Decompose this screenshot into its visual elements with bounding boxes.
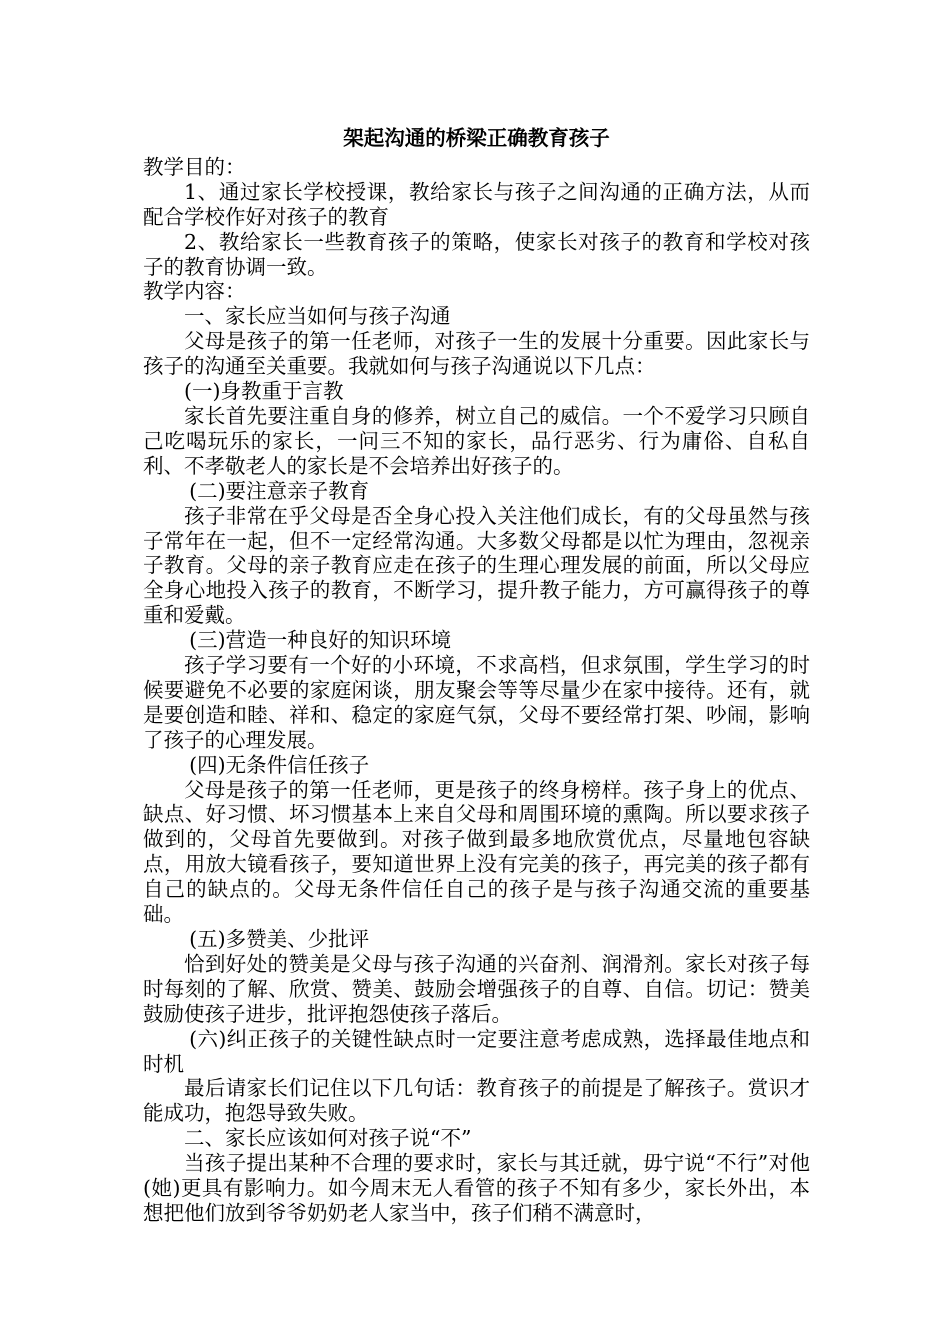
paragraph: 孩子非常在乎父母是否全身心投入关注他们成长，有的父母虽然与孩子常年在一起，但不一定经常沟通。大多数父母都是以忙为理由，忽视亲子教育。父母的亲子教育应走在孩子的生理心理发展的前面，所以父母应全身心地投入孩子的教育，不断学习，提升教子能力，方可赢得孩子的尊重和爱戴。 bbox=[143, 503, 810, 628]
paragraph: (四)无条件信任孩子 bbox=[189, 752, 370, 777]
paragraph: (三)营造一种良好的知识环境 bbox=[189, 628, 452, 653]
paragraph: (六)纠正孩子的关键性缺点时一定要注意考虑成熟，选择最佳地点和时机 bbox=[143, 1026, 810, 1076]
paragraph: 教学内容： bbox=[143, 279, 246, 304]
paragraph: 父母是孩子的第一任老师，更是孩子的终身榜样。孩子身上的优点、缺点、好习惯、坏习惯基本上来自父母和周围环境的熏陶。所以要求孩子做到的，父母首先要做到。对孩子做到最多地欣赏优点，尽量地包容缺点，用放大镜看孩子，要知道世界上没有完美的孩子，再完美的孩子都有自己的缺点的。父母无条件信任自己的孩子是与孩子沟通交流的重要基础。 bbox=[143, 777, 810, 927]
paragraph: (五)多赞美、少批评 bbox=[189, 927, 370, 951]
document-page bbox=[143, 120, 810, 1226]
paragraph: 一、家长应当如何与孩子沟通 bbox=[184, 304, 451, 329]
paragraph: 家长首先要注重自身的修养，树立自己的威信。一个不爱学习只顾自己吃喝玩乐的家长，一问三不知的家长，品行恶劣、行为庸俗、自私自利、不孝敬老人的家长是不会培养出好孩子的。 bbox=[143, 403, 810, 478]
paragraph: 教学目的： bbox=[143, 154, 246, 179]
paragraph: 1、通过家长学校授课，教给家长与孩子之间沟通的正确方法，从而配合学校作好对孩子的教育 bbox=[143, 179, 810, 229]
document-title: 架起沟通的桥梁正确教育孩子 bbox=[343, 126, 610, 150]
paragraph: 最后请家长们记住以下几句话：教育孩子的前提是了解孩子。赏识才能成功，抱怨导致失败。 bbox=[143, 1076, 810, 1126]
paragraph: 父母是孩子的第一任老师，对孩子一生的发展十分重要。因此家长与孩子的沟通至关重要。我就如何与孩子沟通说以下几点： bbox=[143, 329, 810, 379]
paragraph: 孩子学习要有一个好的小环境，不求高档，但求氛围，学生学习的时候要避免不必要的家庭闲谈，朋友聚会等等尽量少在家中接待。还有，就是要创造和睦、祥和、稳定的家庭气氛，父母不要经常打架、吵闹，影响了孩子的心理发展。 bbox=[143, 653, 810, 752]
paragraph: 二、家长应该如何对孩子说“不” bbox=[184, 1126, 472, 1151]
paragraph: 当孩子提出某种不合理的要求时，家长与其迁就，毋宁说“不行”对他(她)更具有影响力。如今周末无人看管的孩子不知有多少，家长外出，本想把他们放到爷爷奶奶老人家当中，孩子们稍不满意时， bbox=[143, 1151, 810, 1225]
paragraph: (二)要注意亲子教育 bbox=[189, 478, 370, 503]
paragraph: (一)身教重于言教 bbox=[184, 379, 344, 404]
paragraph: 恰到好处的赞美是父母与孩子沟通的兴奋剂、润滑剂。家长对孩子每时每刻的了解、欣赏、赞美、鼓励会增强孩子的自尊、自信。切记：赞美鼓励使孩子进步，批评抱怨使孩子落后。 bbox=[143, 951, 810, 1026]
paragraph: 2、教给家长一些教育孩子的策略，使家长对孩子的教育和学校对孩子的教育协调一致。 bbox=[143, 229, 810, 279]
document-body bbox=[143, 155, 810, 1226]
